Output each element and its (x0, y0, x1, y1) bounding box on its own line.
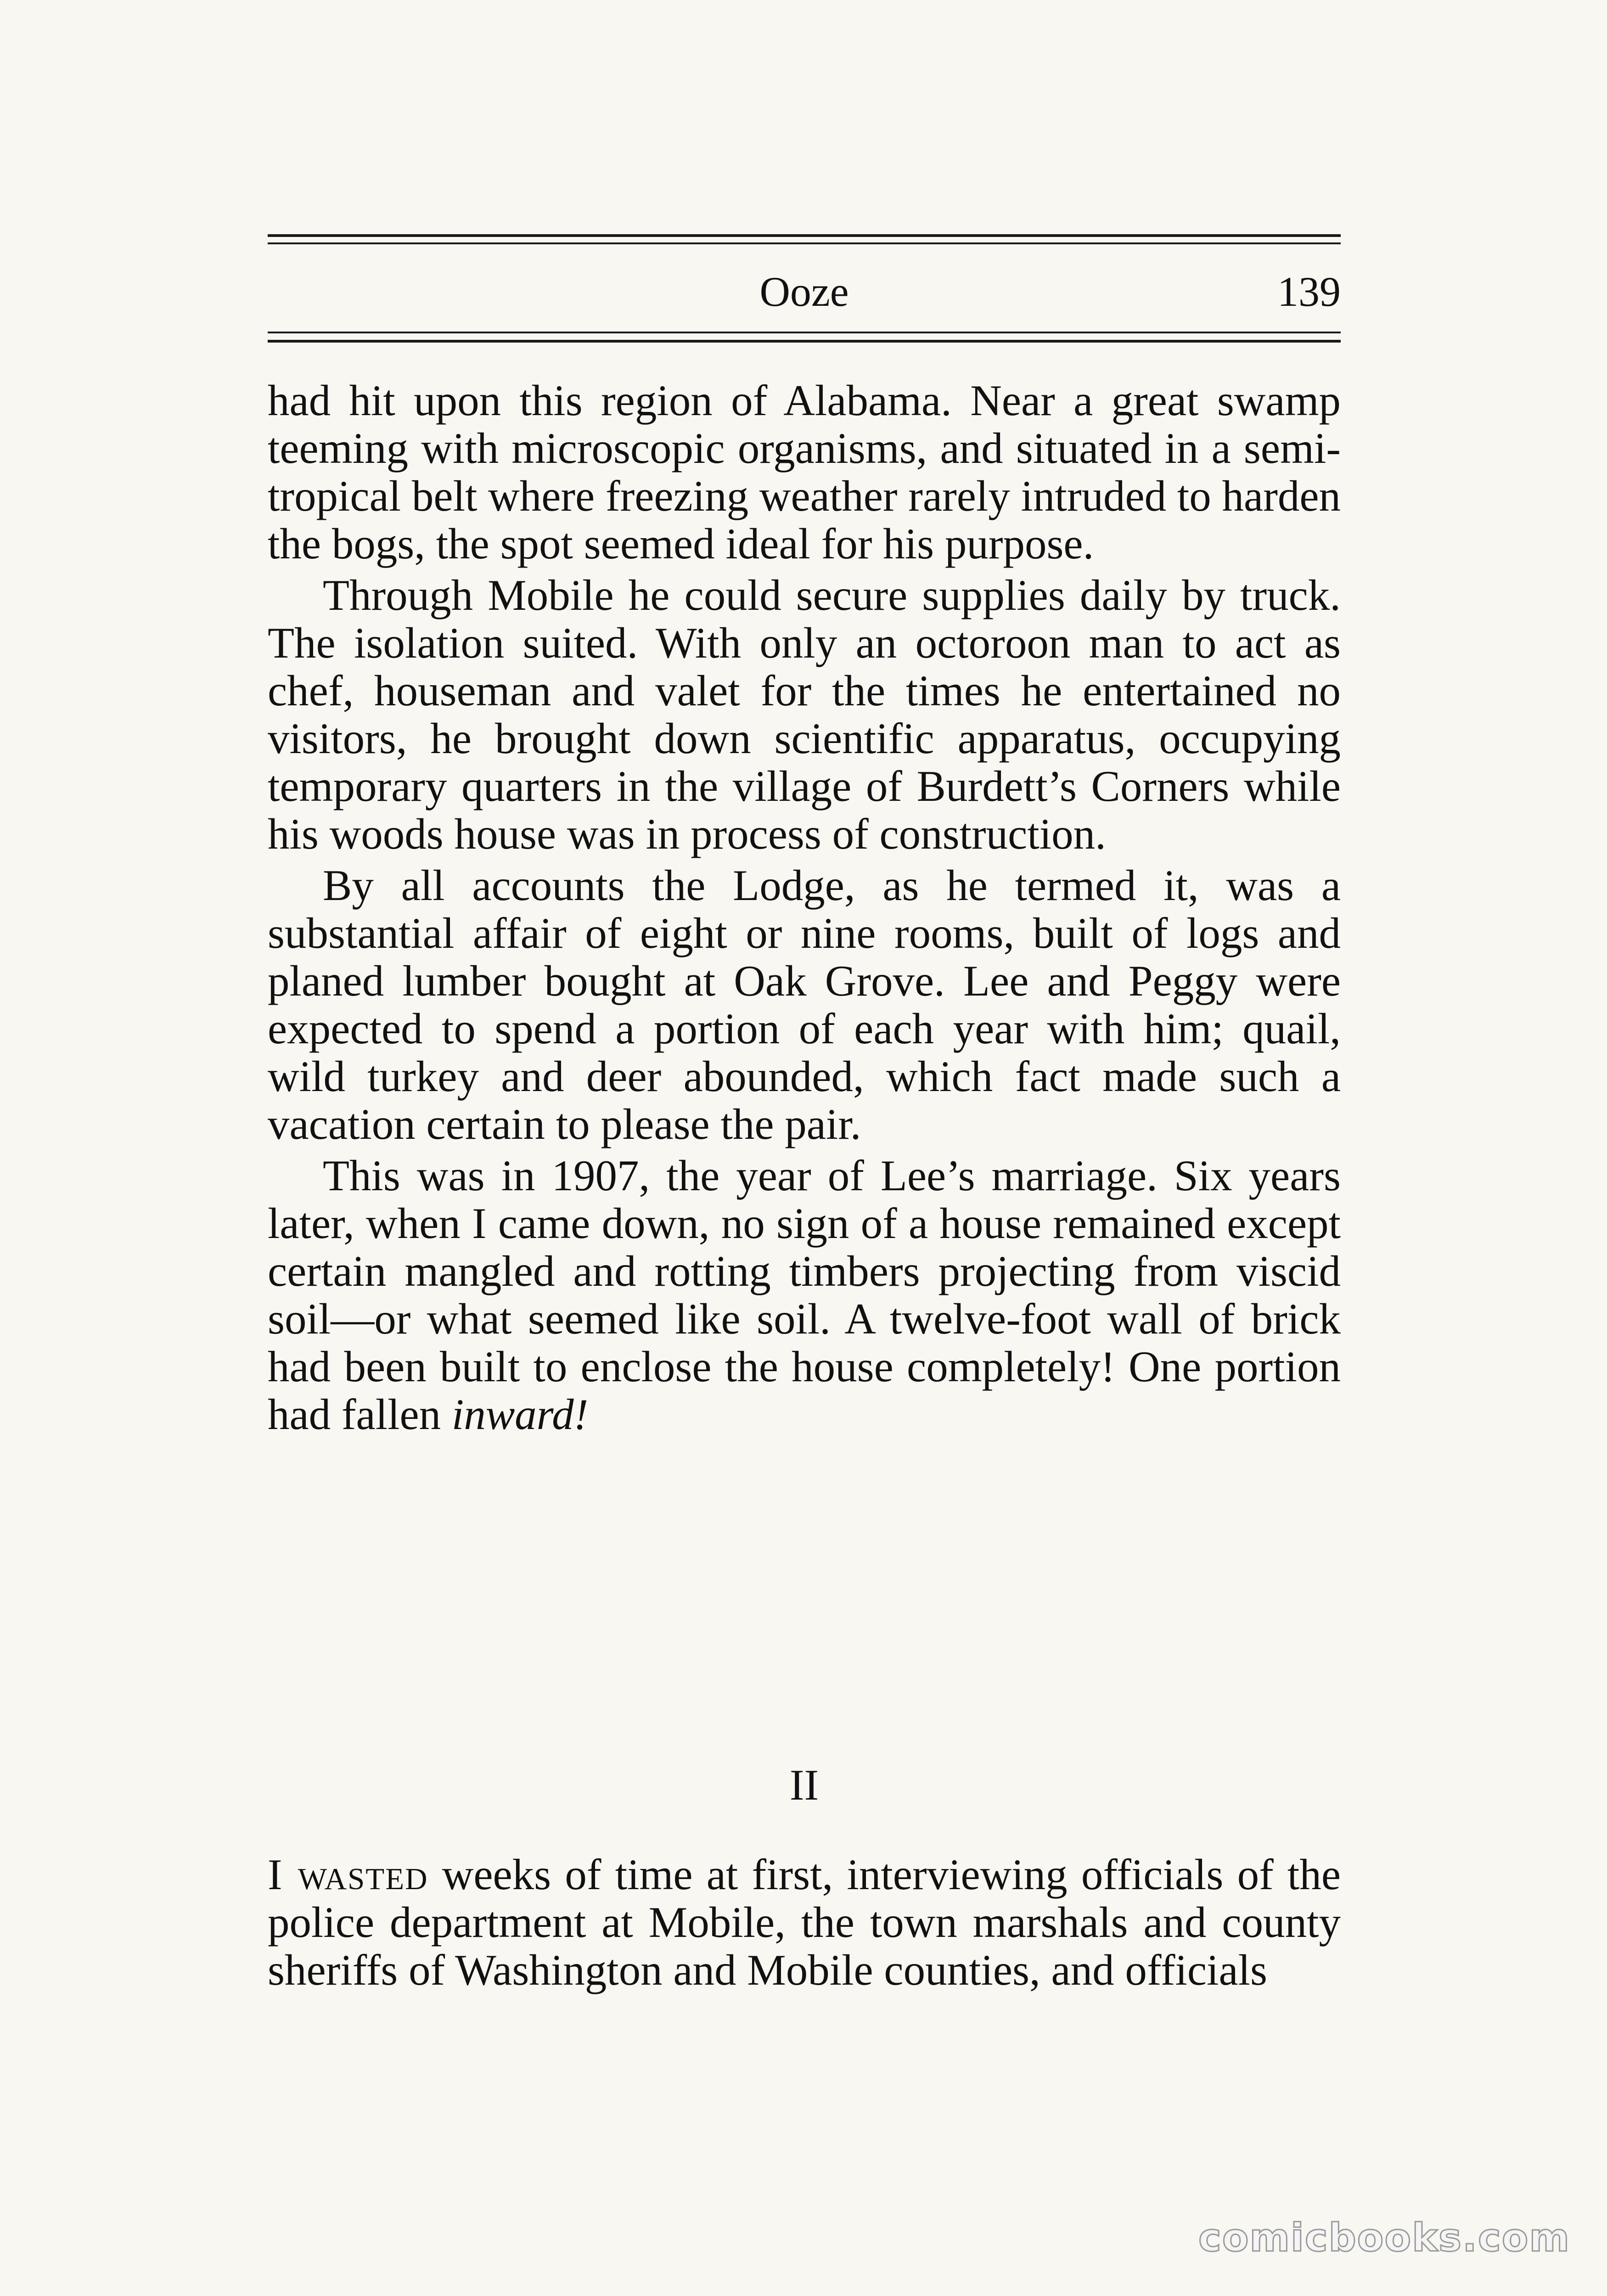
page-number: 139 (1277, 268, 1341, 315)
running-head-title: Ooze (759, 268, 849, 315)
paragraph-2: Through Mobile he could secure supplies daily by truck. The isolation suited. With only an octoroon man to act as chef, houseman and valet for the times he entertained no visitors, he brought down scientific apparatus, occupying temporary quarters in the village of Burdett’s Corners while his woods house was in process of construction. (268, 571, 1341, 858)
section-paragraph-text: weeks of time at first, interviewing officials of the police department at Mobile, the town marshals and county sheriffs of Washington and Mobile counties, and officials (268, 1850, 1341, 1994)
header-rule-top (268, 234, 1341, 237)
section-number: II (789, 1761, 819, 1809)
header-rule-bottom (268, 340, 1341, 343)
paragraph-3: By all accounts the Lodge, as he termed it, was a substantial affair of eight or nine rooms, built of logs and planed lumber bought at Oak Grove. Lee and Peggy were expected to spend a portion of each year with him; quail, wild turkey and deer abounded, which fact made such a vacation certain to please the pair. (268, 861, 1341, 1148)
paragraph-4-text: This was in 1907, the year of Lee’s marriage. Six years later, when I came down, no sign of a house remained except certain mangled and rotting timbers projecting from viscid soil—or what seemed like soil. A twelve-foot wall of brick had been built to enclose the house completely! One portion had fallen (268, 1151, 1341, 1439)
section-opening (268, 1851, 1341, 1994)
header-rule-bottom-thin (268, 332, 1341, 333)
section-paragraph (268, 1851, 1341, 1994)
watermark-logo: comicbooks.com (1198, 2215, 1570, 2260)
emphasis-inward: inward! (451, 1390, 589, 1439)
paragraph-4 (268, 1152, 1341, 1438)
body-text (268, 377, 1341, 1438)
header-rule-top-thin (268, 242, 1341, 244)
section-lead-word: I wasted (268, 1850, 428, 1899)
paragraph-1: had hit upon this region of Alabama. Near a great swamp teeming with microscopic organisms, and situated in a semi-tropical belt where freezing weather rarely intruded to harden the bogs, the spot seemed ideal for his purpose. (268, 376, 1341, 568)
